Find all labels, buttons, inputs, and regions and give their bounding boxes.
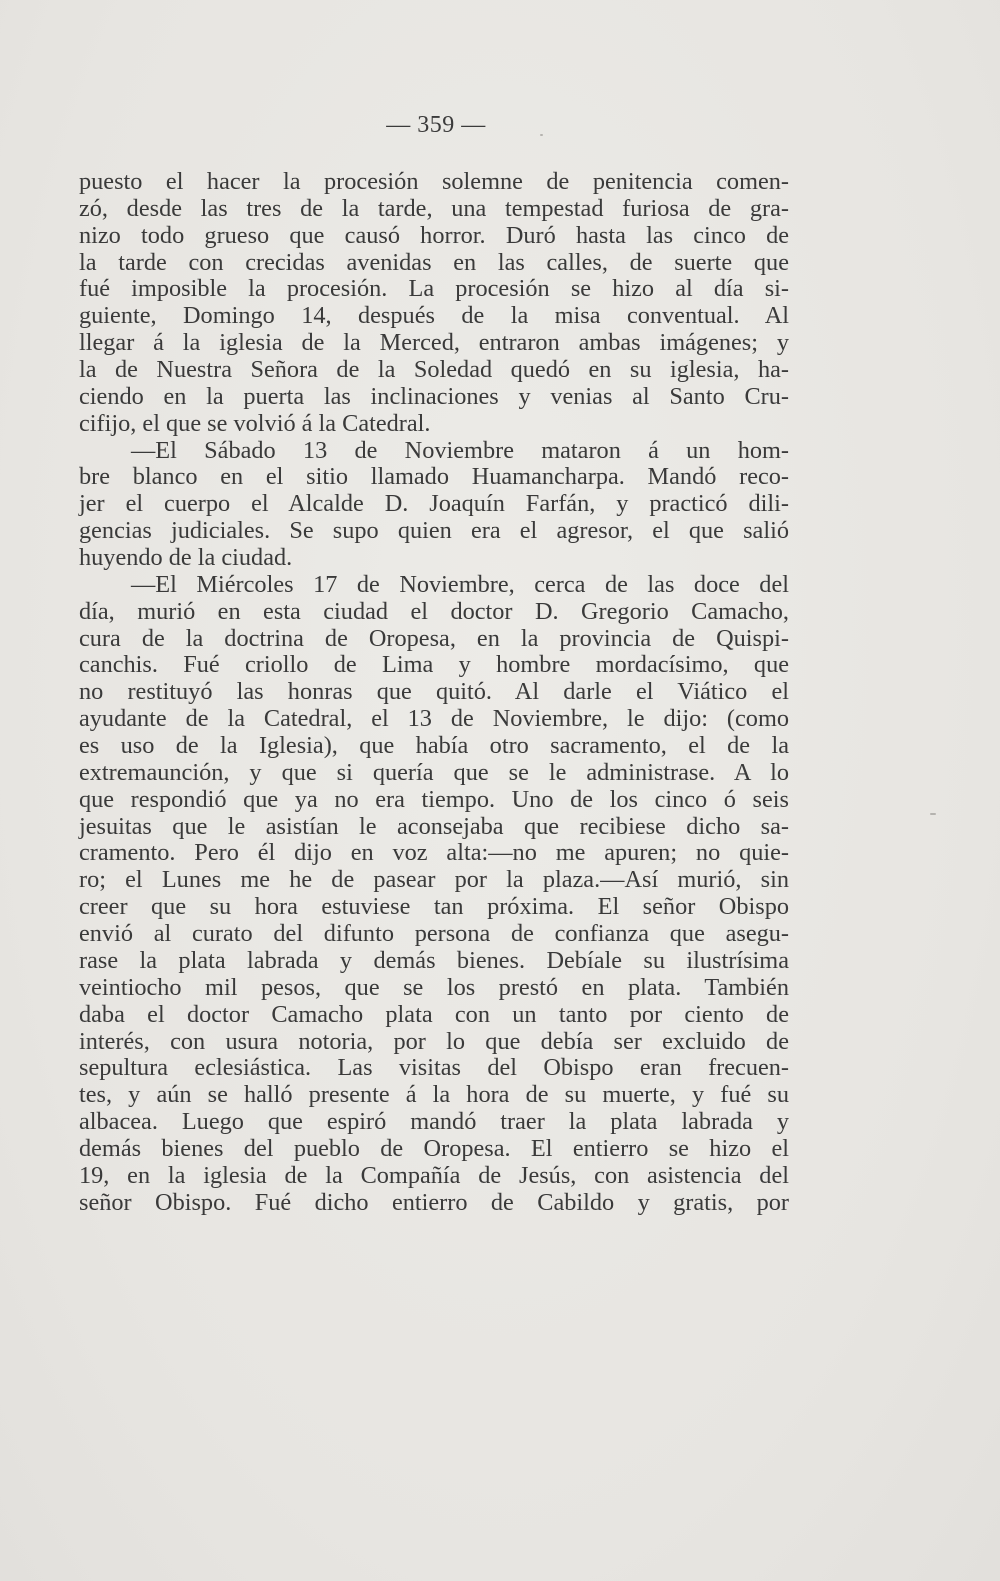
text-line: es uso de la Iglesia), que había otro sacramento, el de la [79, 732, 789, 760]
text-line: nizo todo grueso que causó horror. Duró hasta las cinco de [79, 221, 789, 249]
text-line: la tarde con crecidas avenidas en las calles, de suerte que [79, 248, 789, 276]
text-line: ro; el Lunes me he de pasear por la plaza.—Así murió, sin [79, 866, 789, 894]
text-line: señor Obispo. Fué dicho entierro de Cabildo y gratis, por [79, 1188, 789, 1216]
text-line: tes, y aún se halló presente á la hora de su muerte, y fué su [79, 1081, 789, 1109]
text-line: jer el cuerpo el Alcalde D. Joaquín Farfán, y practicó dili- [79, 490, 789, 518]
text-line: canchis. Fué criollo de Lima y hombre mordacísimo, que [79, 651, 789, 679]
text-line: llegar á la iglesia de la Merced, entraron ambas imágenes; y [79, 329, 789, 357]
paper-speck [540, 134, 543, 136]
text-line: guiente, Domingo 14, después de la misa conventual. Al [79, 302, 789, 330]
text-line: envió al curato del difunto persona de confianza que asegu- [79, 920, 789, 948]
page-number: — 359 — [386, 112, 486, 138]
text-line: —El Miércoles 17 de Noviembre, cerca de las doce del [131, 570, 789, 598]
text-line: día, murió en esta ciudad el doctor D. Gregorio Camacho, [79, 597, 789, 625]
text-line: rase la plata labrada y demás bienes. Debíale su ilustrísima [79, 946, 789, 974]
text-line: cura de la doctrina de Oropesa, en la provincia de Quispi- [79, 624, 789, 652]
text-line: no restituyó las honras que quitó. Al darle el Viático el [79, 678, 789, 706]
text-line: ayudante de la Catedral, el 13 de Noviembre, le dijo: (como [79, 705, 789, 733]
text-line: veintiocho mil pesos, que se los prestó en plata. También [79, 973, 789, 1001]
text-line: jesuitas que le asistían le aconsejaba que recibiese dicho sa- [79, 812, 789, 840]
text-line: bre blanco en el sitio llamado Huamancharpa. Mandó reco- [79, 463, 789, 491]
text-line: puesto el hacer la procesión solemne de penitencia comen- [79, 168, 789, 195]
text-line: albacea. Luego que espiró mandó traer la plata labrada y [79, 1108, 789, 1136]
text-line: sepultura eclesiástica. Las visitas del Obispo eran frecuen- [79, 1054, 789, 1082]
text-line: daba el doctor Camacho plata con un tanto por ciento de [79, 1000, 789, 1028]
text-line: zó, desde las tres de la tarde, una tempestad furiosa de gra- [79, 194, 789, 222]
text-line: huyendo de la ciudad. [79, 544, 293, 572]
text-line: cramento. Pero él dijo en voz alta:—no me apuren; no quie- [79, 839, 789, 867]
text-line: creer que su hora estuviese tan próxima. El señor Obispo [79, 893, 789, 921]
text-line: que respondió que ya no era tiempo. Uno de los cinco ó seis [79, 785, 789, 813]
text-line: cifijo, el que se volvió á la Catedral. [79, 409, 431, 437]
text-line: la de Nuestra Señora de la Soledad quedó en su iglesia, ha- [79, 356, 789, 384]
text-line: interés, con usura notoria, por lo que debía ser excluido de [79, 1027, 789, 1055]
text-line: gencias judiciales. Se supo quien era el agresor, el que salió [79, 517, 789, 545]
text-line: 19, en la iglesia de la Compañía de Jesús, con asistencia del [79, 1161, 789, 1189]
text-line: extremaunción, y que si quería que se le administrase. A lo [79, 758, 789, 786]
text-line: demás bienes del pueblo de Oropesa. El entierro se hizo el [79, 1134, 789, 1162]
text-line: ciendo en la puerta las inclinaciones y venias al Santo Cru- [79, 382, 789, 410]
body-text [79, 169, 789, 1217]
paper-speck [930, 813, 936, 815]
text-line: —El Sábado 13 de Noviembre mataron á un hom- [131, 436, 789, 464]
text-line: fué imposible la procesión. La procesión se hizo al día si- [79, 275, 789, 303]
